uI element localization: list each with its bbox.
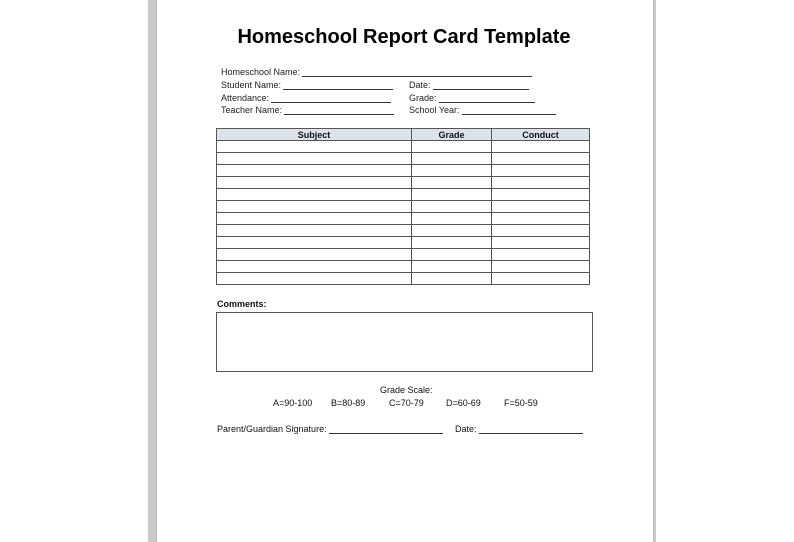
attendance-field[interactable] [221,93,391,103]
conduct-cell[interactable] [492,261,590,273]
homeschool-name-field[interactable] [221,67,532,77]
subject-cell[interactable] [217,237,412,249]
table-row [217,201,590,213]
table-row [217,273,590,285]
conduct-header: Conduct [492,129,590,141]
table-row [217,261,590,273]
homeschool-name-label: Homeschool Name: [221,67,301,77]
grade-line[interactable] [439,93,535,103]
attendance-line[interactable] [271,93,391,103]
grade-scale-f: F=50-59 [504,398,538,408]
table-row [217,249,590,261]
date-line[interactable] [433,80,529,90]
conduct-cell[interactable] [492,225,590,237]
conduct-cell[interactable] [492,141,590,153]
grade-cell[interactable] [412,153,492,165]
grade-scale-d: D=60-69 [446,398,481,408]
grade-cell[interactable] [412,225,492,237]
table-row [217,165,590,177]
signature-date-field[interactable] [455,424,583,434]
subject-cell[interactable] [217,141,412,153]
conduct-cell[interactable] [492,273,590,285]
signature-date-line[interactable] [479,424,583,434]
grade-field[interactable] [409,93,535,103]
conduct-cell[interactable] [492,237,590,249]
conduct-cell[interactable] [492,213,590,225]
grade-cell[interactable] [412,141,492,153]
subject-cell[interactable] [217,153,412,165]
teacher-name-label: Teacher Name: [221,105,283,115]
grade-cell[interactable] [412,249,492,261]
student-name-field[interactable] [221,80,393,90]
signature-date-label: Date: [455,424,477,434]
teacher-name-field[interactable] [221,105,394,115]
subject-cell[interactable] [217,249,412,261]
subject-cell[interactable] [217,213,412,225]
signature-line[interactable] [329,424,443,434]
subject-cell[interactable] [217,201,412,213]
homeschool-name-line[interactable] [302,67,532,77]
grade-scale-title: Grade Scale: [380,385,433,395]
grade-cell[interactable] [412,189,492,201]
comments-label: Comments: [217,299,267,309]
teacher-name-line[interactable] [284,105,394,115]
grade-scale-b: B=80-89 [331,398,366,408]
comments-box[interactable] [216,312,593,372]
date-label: Date: [409,80,431,90]
grade-scale-c: C=70-79 [389,398,424,408]
subject-cell[interactable] [217,165,412,177]
signature-field[interactable] [217,424,443,434]
conduct-cell[interactable] [492,153,590,165]
grade-header: Grade [412,129,492,141]
subject-cell[interactable] [217,225,412,237]
grade-cell[interactable] [412,261,492,273]
table-row [217,213,590,225]
table-header-row [217,129,590,141]
conduct-cell[interactable] [492,249,590,261]
conduct-cell[interactable] [492,177,590,189]
table-row [217,225,590,237]
grade-label: Grade: [409,93,437,103]
conduct-cell[interactable] [492,201,590,213]
grade-cell[interactable] [412,165,492,177]
conduct-cell[interactable] [492,165,590,177]
subject-header: Subject [217,129,412,141]
subject-cell[interactable] [217,177,412,189]
school-year-field[interactable] [409,105,556,115]
table-row [217,141,590,153]
school-year-label: School Year: [409,105,460,115]
attendance-label: Attendance: [221,93,270,103]
subject-cell[interactable] [217,189,412,201]
subject-cell[interactable] [217,261,412,273]
conduct-cell[interactable] [492,189,590,201]
grades-table [216,128,590,285]
table-row [217,153,590,165]
grades-table-body [217,141,590,285]
table-row [217,237,590,249]
signature-label: Parent/Guardian Signature: [217,424,327,434]
grade-cell[interactable] [412,177,492,189]
student-name-line[interactable] [283,80,393,90]
grade-cell[interactable] [412,201,492,213]
grade-cell[interactable] [412,237,492,249]
document-title: Homeschool Report Card Template [237,26,571,48]
date-field[interactable] [409,80,529,90]
grade-scale-a: A=90-100 [273,398,313,408]
school-year-line[interactable] [462,105,556,115]
table-row [217,177,590,189]
grade-cell[interactable] [412,273,492,285]
student-name-label: Student Name: [221,80,282,90]
grade-cell[interactable] [412,213,492,225]
subject-cell[interactable] [217,273,412,285]
table-row [217,189,590,201]
